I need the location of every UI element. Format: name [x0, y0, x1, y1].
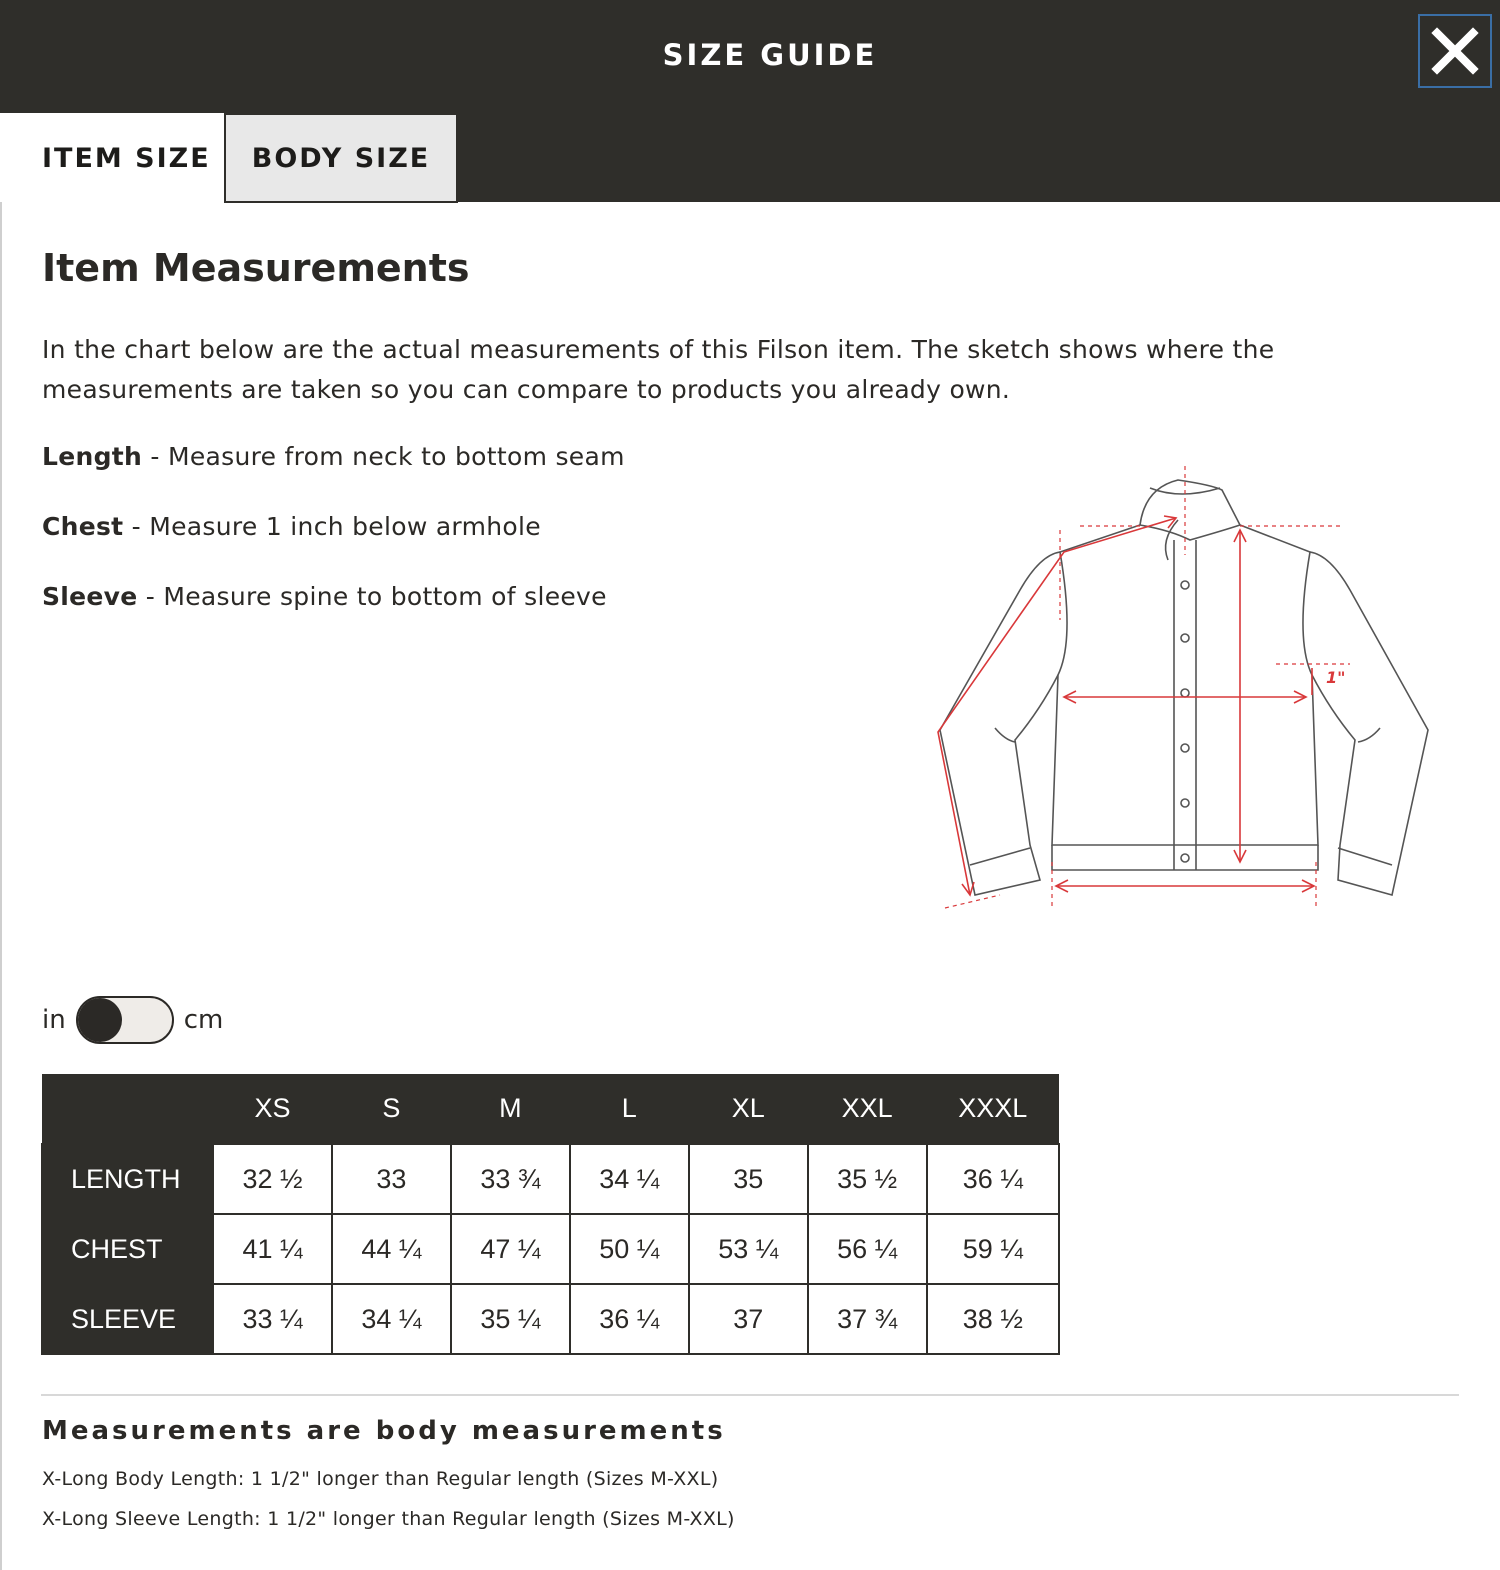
row-header: LENGTH — [42, 1144, 213, 1214]
table-cell: 47 ¼ — [451, 1214, 570, 1284]
definition-sleeve — [42, 582, 607, 611]
intro-text: In the chart below are the actual measurements of this Filson item. The sketch shows where the measurements are taken so you can compare to products you already own. — [42, 335, 1275, 404]
column-header: S — [332, 1074, 451, 1144]
definition-term: Length — [42, 442, 143, 471]
unit-label-cm: cm — [183, 1005, 224, 1035]
chest-offset-label: 1" — [1326, 668, 1346, 687]
table-cell: 53 ¼ — [689, 1214, 808, 1284]
tab-body-size[interactable]: BODY SIZE — [224, 113, 458, 203]
table-cell: 59 ¼ — [927, 1214, 1059, 1284]
definition-term: Sleeve — [42, 582, 138, 611]
table-header-row — [42, 1074, 1059, 1144]
definition-desc: - Measure 1 inch below armhole — [123, 512, 541, 541]
definition-term: Chest — [42, 512, 124, 541]
table-cell: 35 — [689, 1144, 808, 1214]
column-header: XL — [689, 1074, 808, 1144]
jacket-measurement-sketch — [920, 440, 1440, 930]
table-cell: 50 ¼ — [570, 1214, 689, 1284]
definition-desc: - Measure spine to bottom of sleeve — [137, 582, 607, 611]
table-cell: 41 ¼ — [213, 1214, 332, 1284]
table-cell: 36 ¼ — [570, 1284, 689, 1354]
close-icon — [1429, 25, 1481, 77]
table-cell: 35 ¼ — [451, 1284, 570, 1354]
table-cell: 38 ½ — [927, 1284, 1059, 1354]
table-cell: 35 ½ — [808, 1144, 927, 1214]
table-cell: 44 ¼ — [332, 1214, 451, 1284]
column-header: XXXL — [927, 1074, 1059, 1144]
notes-title: Measurements are body measurements — [42, 1416, 726, 1446]
unit-label-in: in — [42, 1005, 66, 1035]
table-cell: 34 ¼ — [570, 1144, 689, 1214]
column-header: M — [451, 1074, 570, 1144]
table-row — [42, 1144, 1059, 1214]
table-cell: 37 — [689, 1284, 808, 1354]
table-cell: 56 ¼ — [808, 1214, 927, 1284]
section-heading: Item Measurements — [42, 246, 470, 290]
note-line: X-Long Sleeve Length: 1 1/2" longer than Regular length (Sizes M-XXL) — [42, 1508, 735, 1530]
table-cell: 33 ¾ — [451, 1144, 570, 1214]
column-header: XS — [213, 1074, 332, 1144]
table-cell: 36 ¼ — [927, 1144, 1059, 1214]
divider — [0, 202, 2, 1570]
table-row — [42, 1214, 1059, 1284]
row-header: CHEST — [42, 1214, 213, 1284]
note-line: X-Long Body Length: 1 1/2" longer than Regular length (Sizes M-XXL) — [42, 1468, 719, 1490]
unit-toggle-row — [42, 996, 223, 1044]
column-header: L — [570, 1074, 689, 1144]
table-cell: 33 ¼ — [213, 1284, 332, 1354]
column-header: XXL — [808, 1074, 927, 1144]
table-cell: 37 ¾ — [808, 1284, 927, 1354]
definition-chest — [42, 512, 541, 541]
modal-title: SIZE GUIDE — [662, 38, 878, 72]
size-chart-table — [41, 1074, 1060, 1355]
table-cell: 32 ½ — [213, 1144, 332, 1214]
toggle-knob — [78, 998, 122, 1042]
definition-length — [42, 442, 625, 471]
table-cell: 33 — [332, 1144, 451, 1214]
row-header: SLEEVE — [42, 1284, 213, 1354]
table-row — [42, 1284, 1059, 1354]
section-divider — [41, 1394, 1459, 1396]
table-corner — [42, 1074, 213, 1144]
table-cell: 34 ¼ — [332, 1284, 451, 1354]
unit-toggle-switch[interactable] — [76, 996, 174, 1044]
tab-item-size[interactable]: ITEM SIZE — [0, 113, 224, 203]
definition-desc: - Measure from neck to bottom seam — [142, 442, 625, 471]
close-button[interactable] — [1418, 14, 1492, 88]
